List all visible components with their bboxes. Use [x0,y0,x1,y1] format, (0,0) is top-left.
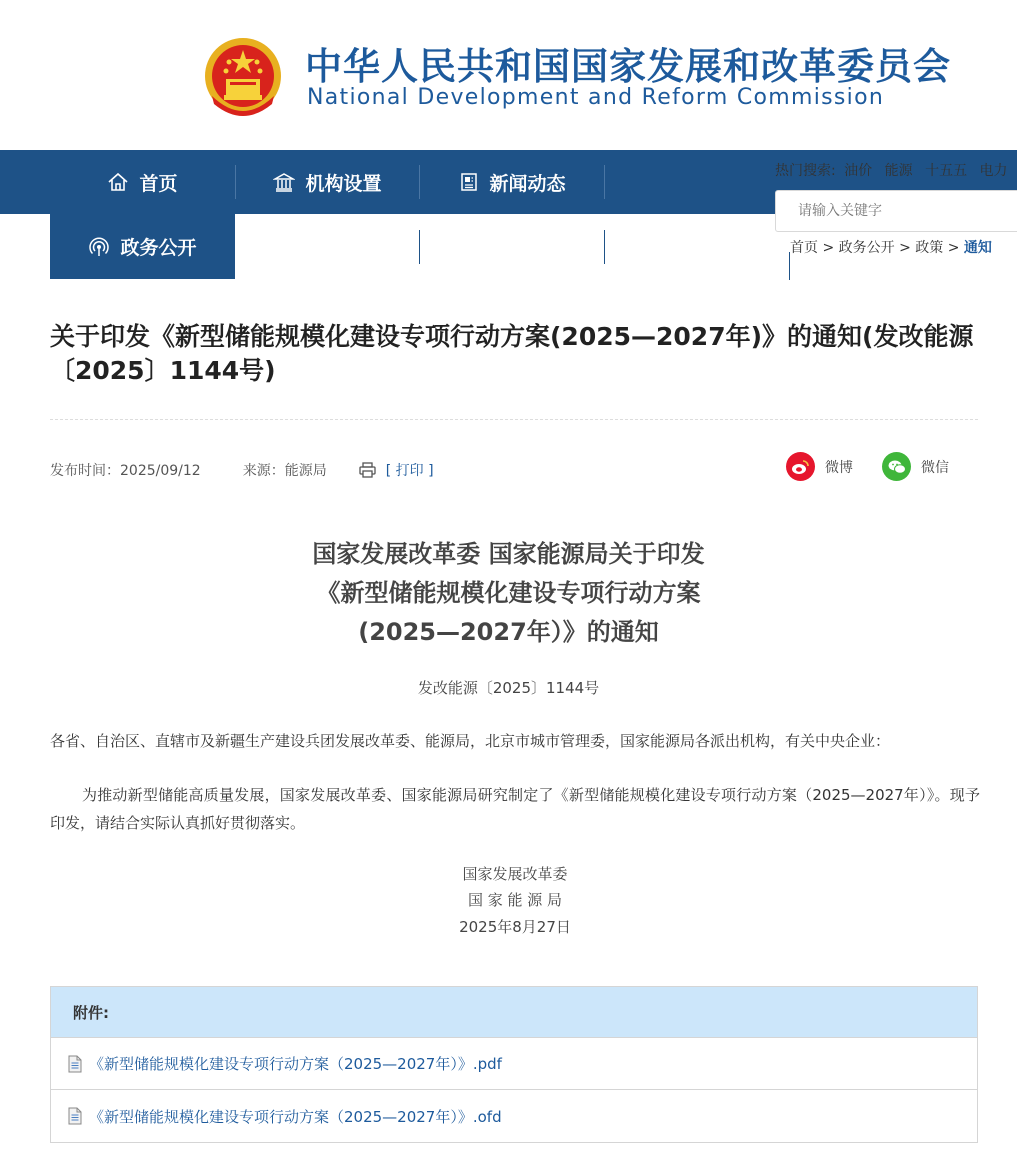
signer-nea: 国 家 能 源 局 [467,891,563,909]
hot-search-term[interactable]: 电力 [979,163,1008,179]
nav-divider [604,165,605,199]
national-emblem-icon[interactable] [202,34,284,120]
share-weibo[interactable] [786,452,853,481]
file-icon [67,1107,83,1125]
breadcrumb-notice[interactable]: 通知 [963,240,992,256]
print-button[interactable] [359,460,434,480]
nav-item-home[interactable] [50,150,235,214]
breadcrumb-policy[interactable]: 政策 [915,240,944,256]
home-icon [107,171,129,193]
nav-divider [604,230,605,264]
nav-item-organization[interactable] [235,150,420,214]
nav-item-government-affairs[interactable] [50,214,235,279]
signer-ndrc: 国家发展改革委 [462,865,568,883]
title-divider [50,419,978,420]
nav-divider [419,230,420,264]
document-title [0,535,1017,652]
signing-date: 2025年8月27日 [459,918,571,936]
site-header [0,0,1017,150]
hot-search [775,160,1016,180]
attachment-link[interactable]: 《新型储能规模化建设专项行动方案（2025—2027年）》.pdf [89,1055,502,1073]
nav-label: 机构设置 [305,172,382,195]
nav-item-news[interactable] [420,150,605,214]
nav-label: 首页 [139,172,178,195]
nav-label: 政务公开 [120,237,197,259]
file-icon [67,1055,83,1073]
attachments-box [50,986,978,1143]
attachment-link[interactable]: 《新型储能规模化建设专项行动方案（2025—2027年）》.ofd [89,1107,502,1126]
page-title: 关于印发《新型储能规模化建设专项行动方案(2025—2027年)》的通知(发改能源〔2025〕1144号) [50,322,974,385]
share-wechat-label: 微信 [921,459,949,476]
broadcast-icon [88,236,110,258]
search-input[interactable] [775,190,1017,232]
site-name-cn: 中华人民共和国国家发展和改革委员会 [305,45,951,88]
attachment-ofd[interactable] [51,1090,977,1142]
document-title-line: 《新型储能规模化建设专项行动方案 [316,579,701,607]
document-body: 为推动新型储能高质量发展，国家发展改革委、国家能源局研究制定了《新型储能规模化建设专项行动方案（2025—2027年）》。现予印发，请结合实际认真抓好贯彻落实。 [50,786,980,832]
breadcrumb-home[interactable]: 首页 [790,240,818,256]
breadcrumb-separator: > [947,240,960,256]
hot-search-label: 热门搜索: [775,163,836,179]
attachment-pdf[interactable] [51,1038,977,1090]
share-wechat[interactable] [882,452,949,481]
breadcrumb [790,237,992,257]
share-weibo-label: 微博 [825,459,853,476]
attachments-heading: 附件: [51,987,977,1038]
document-number: 发改能源〔2025〕1144号 [417,679,600,697]
breadcrumb-separator: > [822,240,835,256]
document-title-line: (2025—2027年）》的通知 [358,618,659,646]
site-name-en: National Development and Reform Commission [307,85,885,110]
article-source: 来源：能源局 [242,463,327,479]
newspaper-icon [459,172,479,192]
breadcrumb-government-affairs[interactable]: 政务公开 [838,240,895,256]
document-title-line: 国家发展改革委 国家能源局关于印发 [312,540,705,568]
hot-search-term[interactable]: 能源 [884,163,913,179]
printer-icon [359,462,376,478]
wechat-icon [882,452,911,481]
weibo-icon [786,452,815,481]
document-addressees: 各省、自治区、直辖市及新疆生产建设兵团发展改革委、能源局，北京市城市管理委，国家能源局各派出机构，有关中央企业： [50,732,891,750]
hot-search-term[interactable]: 十五五 [925,163,968,179]
hot-search-term[interactable]: 油价 [844,163,873,179]
print-label: [ 打印 ] [385,463,434,479]
publish-date: 发布时间：2025/09/12 [50,463,201,479]
nav-label: 新闻动态 [489,172,566,195]
building-icon [273,171,295,193]
breadcrumb-separator: > [899,240,911,256]
breadcrumb-divider [789,252,790,280]
article-meta [50,460,434,480]
